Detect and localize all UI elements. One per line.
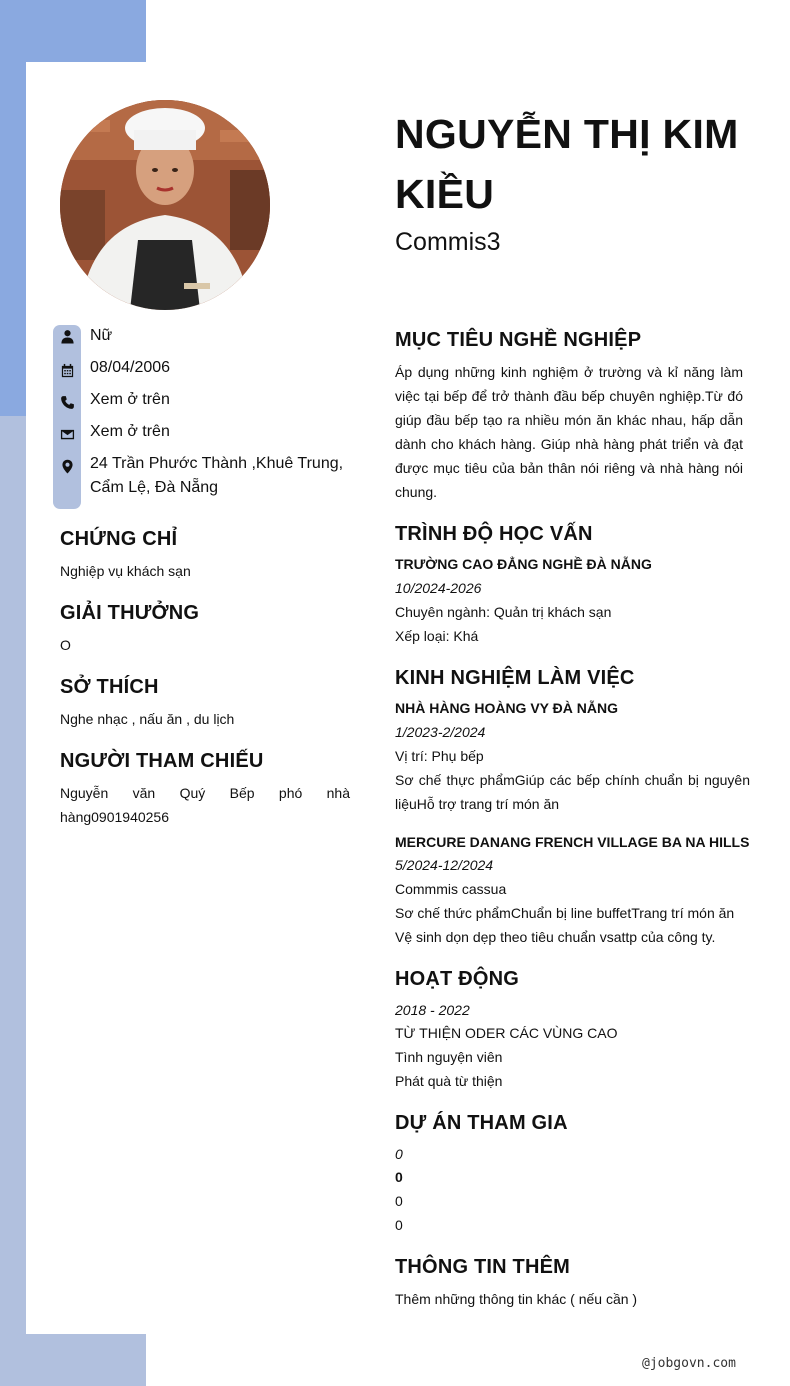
mail-icon [59, 426, 75, 442]
education-school: TRƯỜNG CAO ĐẲNG NGHỀ ĐÀ NẴNG [395, 556, 652, 572]
job-period: 1/2023-2/2024 [395, 724, 486, 740]
phone-icon [59, 394, 75, 410]
candidate-name: NGUYỄN THỊ KIM KIỀU [395, 111, 739, 217]
project-role: 0 [395, 1193, 403, 1209]
project-description: 0 [395, 1217, 403, 1233]
activities-heading: HOẠT ĐỘNG [395, 968, 520, 990]
projects-heading: DỰ ÁN THAM GIA [395, 1112, 568, 1134]
avatar [60, 100, 270, 310]
birthday-text: 08/04/2006 [90, 359, 171, 376]
job-description: Sơ chế thực phẩmGiúp các bếp chính chuẩn bị nguyên liệuHỗ trợ trang trí món ăn [395, 772, 750, 812]
additional-heading: THÔNG TIN THÊM [395, 1256, 571, 1278]
job-position: Commmis cassua [395, 881, 507, 897]
references-heading: NGƯỜI THAM CHIẾU [60, 750, 264, 772]
awards-heading: GIẢI THƯỞNG [60, 602, 200, 624]
project-name: 0 [395, 1169, 403, 1185]
phone-text: Xem ở trên [90, 391, 170, 408]
job-company: MERCURE DANANG FRENCH VILLAGE BA NA HILLS [395, 834, 750, 850]
additional-text: Thêm những thông tin khác ( nếu cần ) [395, 1291, 638, 1307]
certificates-text: Nghiệp vụ khách sạn [60, 563, 191, 579]
education-grade: Xếp loại: Khá [395, 628, 479, 644]
job-description: Sơ chế thức phẩmChuẩn bị line buffetTrang trí món ăn Vệ sinh dọn dẹp theo tiêu chuẩn vsattp của công ty. [395, 905, 735, 945]
objective-heading: MỤC TIÊU NGHỀ NGHIỆP [395, 329, 642, 351]
job-title: Commis3 [395, 228, 501, 256]
job-position: Vị trí: Phụ bếp [395, 748, 484, 764]
references-text: Nguyễn văn Quý Bếp phó nhà hàng0901940256 [60, 785, 350, 825]
education-heading: TRÌNH ĐỘ HỌC VẤN [395, 523, 593, 545]
hobbies-heading: SỞ THÍCH [60, 676, 159, 698]
hobbies-text: Nghe nhạc , nấu ăn , du lịch [60, 711, 235, 727]
activity-title: TỪ THIỆN ODER CÁC VÙNG CAO [395, 1025, 618, 1041]
activity-description: Phát quà từ thiện [395, 1073, 503, 1089]
job-company: NHÀ HÀNG HOÀNG VY ĐÀ NẴNG [395, 700, 618, 716]
objective-text: Áp dụng những kinh nghiệm ở trường và kỉ năng làm việc tại bếp để trở thành đầu bếp chuyên nghiệp.Từ đó giúp đầu bếp tạo ra nhiều món ăn khác nhau, hấp dẫn dành cho khách hàng. Giúp nhà hàng phát triển và đạt được mục tiêu của bản thân nói riêng và nhà hàng nói chung. [395, 364, 743, 500]
calendar-icon [59, 362, 75, 378]
email-text: Xem ở trên [90, 423, 170, 440]
contact-icon-strip [53, 325, 81, 509]
certificates-heading: CHỨNG CHỈ [60, 528, 178, 550]
experience-heading: KINH NGHIỆM LÀM VIỆC [395, 667, 635, 689]
avatar-photo [60, 100, 270, 310]
user-icon [59, 328, 75, 344]
address-text: 24 Trần Phước Thành ,Khuê Trung, Cẩm Lệ, Đà Nẵng [90, 455, 344, 496]
watermark: @jobgovn.com [642, 1356, 736, 1371]
education-period: 10/2024-2026 [395, 580, 482, 596]
activity-period: 2018 - 2022 [395, 1002, 470, 1018]
awards-text: O [60, 637, 71, 653]
gender-text: Nữ [90, 327, 113, 344]
location-icon [59, 458, 75, 474]
education-major: Chuyên ngành: Quản trị khách sạn [395, 604, 612, 620]
activity-role: Tình nguyện viên [395, 1049, 503, 1065]
job-period: 5/2024-12/2024 [395, 857, 494, 873]
project-period: 0 [395, 1146, 403, 1162]
